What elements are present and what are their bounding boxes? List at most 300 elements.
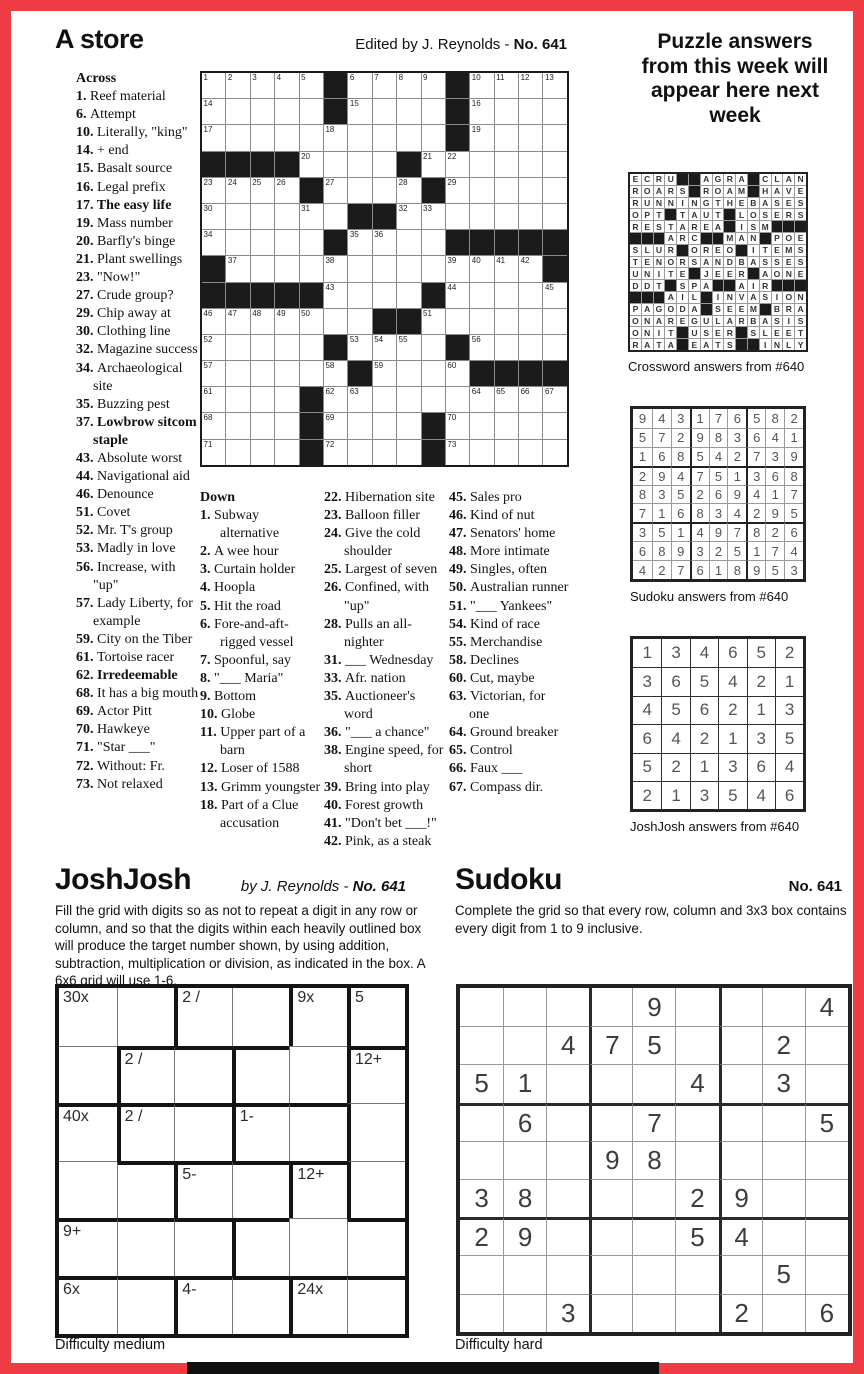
sudoku-cell[interactable] bbox=[546, 1141, 589, 1179]
crossword-cell[interactable] bbox=[300, 152, 323, 177]
crossword-cell[interactable] bbox=[397, 204, 420, 229]
crossword-cell[interactable] bbox=[543, 178, 566, 203]
crossword-cell[interactable] bbox=[373, 256, 396, 281]
crossword-cell[interactable] bbox=[202, 361, 225, 386]
sudoku-cell[interactable] bbox=[675, 988, 718, 1026]
sudoku-cell[interactable] bbox=[632, 1179, 675, 1217]
sudoku-cell[interactable] bbox=[460, 1141, 503, 1179]
down-clue-list-col1 bbox=[200, 489, 321, 833]
crossword-cell[interactable] bbox=[251, 309, 274, 334]
crossword-cell[interactable] bbox=[202, 387, 225, 412]
joshjosh-cell[interactable] bbox=[174, 1103, 232, 1161]
crossword-cell[interactable] bbox=[373, 125, 396, 150]
crossword-cell[interactable] bbox=[348, 440, 371, 465]
crossword-cell[interactable] bbox=[446, 309, 469, 334]
crossword-cell[interactable] bbox=[226, 256, 249, 281]
sudoku-given-cell: 5 bbox=[805, 1103, 848, 1141]
crossword-cell[interactable] bbox=[397, 73, 420, 98]
crossword-cell[interactable] bbox=[226, 361, 249, 386]
sudoku-cell[interactable] bbox=[503, 988, 546, 1026]
crossword-cell[interactable] bbox=[470, 413, 493, 438]
crossword-cell[interactable] bbox=[324, 256, 347, 281]
crossword-cell[interactable] bbox=[275, 361, 298, 386]
answer-letter-cell: A bbox=[713, 221, 724, 232]
crossword-cell[interactable] bbox=[446, 413, 469, 438]
crossword-cell[interactable] bbox=[543, 283, 566, 308]
crossword-cell[interactable] bbox=[300, 125, 323, 150]
crossword-cell[interactable] bbox=[422, 99, 445, 124]
crossword-cell[interactable] bbox=[348, 230, 371, 255]
crossword-cell[interactable] bbox=[251, 125, 274, 150]
crossword-cell[interactable] bbox=[470, 178, 493, 203]
crossword-cell[interactable] bbox=[519, 309, 542, 334]
sudoku-cell[interactable] bbox=[589, 1064, 632, 1102]
sudoku-cell[interactable] bbox=[719, 988, 762, 1026]
crossword-cell[interactable] bbox=[470, 309, 493, 334]
joshjosh-cell[interactable] bbox=[117, 1218, 175, 1276]
joshjosh-cell[interactable] bbox=[347, 1046, 405, 1104]
crossword-cell[interactable] bbox=[202, 309, 225, 334]
joshjosh-cell[interactable] bbox=[174, 1218, 232, 1276]
crossword-cell[interactable] bbox=[519, 125, 542, 150]
crossword-cell[interactable] bbox=[519, 387, 542, 412]
crossword-cell[interactable] bbox=[275, 73, 298, 98]
crossword-cell[interactable] bbox=[373, 99, 396, 124]
sudoku-cell[interactable] bbox=[719, 1026, 762, 1064]
answer-digit-cell: 8 bbox=[727, 560, 746, 579]
crossword-cell[interactable] bbox=[226, 309, 249, 334]
crossword-cell[interactable] bbox=[397, 361, 420, 386]
crossword-cell[interactable] bbox=[543, 413, 566, 438]
joshjosh-cell[interactable] bbox=[232, 1046, 290, 1104]
answer-letter-cell: O bbox=[748, 209, 759, 220]
crossword-cell[interactable] bbox=[251, 256, 274, 281]
crossword-cell[interactable] bbox=[446, 178, 469, 203]
crossword-cell[interactable] bbox=[519, 283, 542, 308]
sudoku-cell[interactable] bbox=[546, 1255, 589, 1293]
crossword-cell[interactable] bbox=[543, 152, 566, 177]
answer-digit-cell: 3 bbox=[747, 724, 775, 752]
sudoku-cell[interactable] bbox=[805, 1179, 848, 1217]
sudoku-cell[interactable] bbox=[503, 1026, 546, 1064]
sudoku-cell[interactable] bbox=[546, 1217, 589, 1255]
crossword-cell[interactable] bbox=[397, 413, 420, 438]
crossword-cell[interactable] bbox=[251, 361, 274, 386]
crossword-cell[interactable] bbox=[348, 387, 371, 412]
sudoku-cell[interactable] bbox=[675, 1294, 718, 1332]
joshjosh-cell[interactable] bbox=[117, 988, 175, 1046]
cage-target-label: 9x bbox=[297, 989, 315, 1006]
sudoku-cell[interactable] bbox=[632, 1217, 675, 1255]
joshjosh-cell[interactable] bbox=[347, 988, 405, 1046]
crossword-cell[interactable] bbox=[202, 413, 225, 438]
joshjosh-cell[interactable] bbox=[232, 1103, 290, 1161]
crossword-cell[interactable] bbox=[422, 387, 445, 412]
crossword-cell[interactable] bbox=[348, 178, 371, 203]
crossword-cell[interactable] bbox=[300, 73, 323, 98]
crossword-cell[interactable] bbox=[226, 440, 249, 465]
crossword-cell[interactable] bbox=[275, 204, 298, 229]
crossword-cell[interactable] bbox=[251, 99, 274, 124]
joshjosh-cell[interactable] bbox=[347, 1218, 405, 1276]
joshjosh-cell[interactable] bbox=[174, 1046, 232, 1104]
crossword-cell[interactable] bbox=[495, 73, 518, 98]
joshjosh-puzzle-grid[interactable] bbox=[55, 984, 409, 1338]
crossword-cell[interactable] bbox=[543, 387, 566, 412]
sudoku-cell[interactable] bbox=[675, 1141, 718, 1179]
crossword-cell[interactable] bbox=[397, 256, 420, 281]
crossword-cell[interactable] bbox=[397, 178, 420, 203]
crossword-cell[interactable] bbox=[324, 204, 347, 229]
answer-digit-cell: 1 bbox=[727, 466, 746, 485]
answer-black-cell bbox=[736, 245, 747, 256]
crossword-cell[interactable] bbox=[373, 413, 396, 438]
crossword-cell[interactable] bbox=[397, 230, 420, 255]
crossword-cell[interactable] bbox=[373, 440, 396, 465]
crossword-cell[interactable] bbox=[373, 335, 396, 360]
crossword-cell[interactable] bbox=[470, 283, 493, 308]
crossword-cell[interactable] bbox=[422, 361, 445, 386]
sudoku-cell[interactable] bbox=[503, 1294, 546, 1332]
crossword-cell[interactable] bbox=[543, 440, 566, 465]
joshjosh-cell[interactable] bbox=[174, 1276, 232, 1334]
crossword-cell[interactable] bbox=[226, 387, 249, 412]
crossword-cell[interactable] bbox=[324, 125, 347, 150]
crossword-cell[interactable] bbox=[470, 387, 493, 412]
crossword-cell[interactable] bbox=[275, 440, 298, 465]
answer-digit-cell: 2 bbox=[661, 753, 689, 781]
sudoku-cell[interactable] bbox=[675, 1103, 718, 1141]
crossword-cell[interactable] bbox=[495, 152, 518, 177]
sudoku-cell[interactable] bbox=[546, 1103, 589, 1141]
crossword-cell[interactable] bbox=[300, 204, 323, 229]
crossword-cell[interactable] bbox=[470, 335, 493, 360]
joshjosh-cell[interactable] bbox=[59, 1276, 117, 1334]
crossword-cell[interactable] bbox=[275, 387, 298, 412]
crossword-cell[interactable] bbox=[397, 283, 420, 308]
joshjosh-cell[interactable] bbox=[59, 1046, 117, 1104]
sudoku-cell[interactable] bbox=[675, 1026, 718, 1064]
joshjosh-cell[interactable] bbox=[347, 1276, 405, 1334]
crossword-cell[interactable] bbox=[348, 283, 371, 308]
answer-black-cell bbox=[724, 209, 735, 220]
crossword-cell[interactable] bbox=[373, 73, 396, 98]
clue: 16. Legal prefix bbox=[76, 179, 166, 195]
sudoku-cell[interactable] bbox=[762, 1141, 805, 1179]
sudoku-cell[interactable] bbox=[805, 1026, 848, 1064]
crossword-cell[interactable] bbox=[275, 230, 298, 255]
sudoku-cell[interactable] bbox=[719, 1141, 762, 1179]
sudoku-cell[interactable] bbox=[632, 1294, 675, 1332]
crossword-cell[interactable] bbox=[495, 283, 518, 308]
crossword-cell[interactable] bbox=[446, 440, 469, 465]
answer-letter-cell: N bbox=[713, 257, 724, 268]
crossword-cell[interactable] bbox=[495, 309, 518, 334]
crossword-cell[interactable] bbox=[470, 125, 493, 150]
crossword-cell[interactable] bbox=[202, 230, 225, 255]
crossword-cell[interactable] bbox=[470, 256, 493, 281]
crossword-cell[interactable] bbox=[300, 256, 323, 281]
sudoku-cell[interactable] bbox=[460, 1255, 503, 1293]
crossword-cell[interactable] bbox=[543, 335, 566, 360]
crossword-cell[interactable] bbox=[470, 440, 493, 465]
sudoku-cell[interactable] bbox=[762, 1294, 805, 1332]
sudoku-cell[interactable] bbox=[719, 1103, 762, 1141]
sudoku-cell[interactable] bbox=[460, 1026, 503, 1064]
crossword-cell[interactable] bbox=[251, 204, 274, 229]
sudoku-cell[interactable] bbox=[546, 988, 589, 1026]
crossword-cell[interactable] bbox=[226, 99, 249, 124]
crossword-cell[interactable] bbox=[275, 178, 298, 203]
crossword-cell[interactable] bbox=[226, 413, 249, 438]
sudoku-cell[interactable] bbox=[460, 988, 503, 1026]
crossword-cell[interactable] bbox=[422, 125, 445, 150]
crossword-cell[interactable] bbox=[373, 387, 396, 412]
sudoku-cell[interactable] bbox=[805, 1141, 848, 1179]
joshjosh-cell[interactable] bbox=[347, 1161, 405, 1219]
crossword-cell[interactable] bbox=[446, 361, 469, 386]
joshjosh-cell[interactable] bbox=[289, 1103, 347, 1161]
crossword-cell[interactable] bbox=[251, 73, 274, 98]
answer-digit-cell: 1 bbox=[718, 724, 746, 752]
joshjosh-cell[interactable] bbox=[59, 988, 117, 1046]
crossword-cell[interactable] bbox=[251, 440, 274, 465]
crossword-cell[interactable] bbox=[373, 178, 396, 203]
crossword-cell[interactable] bbox=[202, 335, 225, 360]
crossword-cell[interactable] bbox=[324, 440, 347, 465]
sudoku-cell[interactable] bbox=[589, 988, 632, 1026]
crossword-cell[interactable] bbox=[324, 361, 347, 386]
crossword-cell[interactable] bbox=[519, 152, 542, 177]
crossword-cell[interactable] bbox=[202, 440, 225, 465]
crossword-cell[interactable] bbox=[422, 335, 445, 360]
crossword-cell[interactable] bbox=[519, 440, 542, 465]
crossword-cell[interactable] bbox=[202, 99, 225, 124]
sudoku-cell[interactable] bbox=[719, 1255, 762, 1293]
crossword-cell[interactable] bbox=[324, 413, 347, 438]
crossword-cell[interactable] bbox=[226, 178, 249, 203]
joshjosh-cell[interactable] bbox=[289, 1046, 347, 1104]
crossword-cell[interactable] bbox=[202, 73, 225, 98]
crossword-cell[interactable] bbox=[422, 204, 445, 229]
answer-letter-cell: N bbox=[654, 198, 665, 209]
crossword-cell[interactable] bbox=[446, 152, 469, 177]
joshjosh-cell[interactable] bbox=[117, 1046, 175, 1104]
crossword-cell[interactable] bbox=[373, 283, 396, 308]
crossword-cell[interactable] bbox=[519, 73, 542, 98]
crossword-cell[interactable] bbox=[275, 335, 298, 360]
crossword-cell[interactable] bbox=[275, 99, 298, 124]
crossword-cell[interactable] bbox=[422, 152, 445, 177]
crossword-cell[interactable] bbox=[495, 335, 518, 360]
sudoku-cell[interactable] bbox=[589, 1294, 632, 1332]
joshjosh-cell[interactable] bbox=[232, 1218, 290, 1276]
crossword-cell[interactable] bbox=[543, 204, 566, 229]
crossword-cell[interactable] bbox=[373, 361, 396, 386]
crossword-cell[interactable] bbox=[495, 387, 518, 412]
crossword-cell[interactable] bbox=[397, 125, 420, 150]
crossword-cell[interactable] bbox=[324, 283, 347, 308]
crossword-black-cell bbox=[300, 178, 323, 203]
crossword-cell[interactable] bbox=[543, 125, 566, 150]
crossword-cell[interactable] bbox=[495, 125, 518, 150]
crossword-cell[interactable] bbox=[300, 99, 323, 124]
crossword-cell[interactable] bbox=[446, 204, 469, 229]
joshjosh-cell[interactable] bbox=[289, 1276, 347, 1334]
crossword-cell[interactable] bbox=[226, 335, 249, 360]
crossword-cell[interactable] bbox=[348, 335, 371, 360]
crossword-cell[interactable] bbox=[495, 440, 518, 465]
crossword-cell[interactable] bbox=[470, 99, 493, 124]
crossword-cell[interactable] bbox=[226, 73, 249, 98]
crossword-cell[interactable] bbox=[397, 335, 420, 360]
answer-letter-cell: R bbox=[783, 209, 794, 220]
crossword-cell[interactable] bbox=[470, 73, 493, 98]
sudoku-cell[interactable] bbox=[762, 1179, 805, 1217]
crossword-cell[interactable] bbox=[324, 178, 347, 203]
joshjosh-cell[interactable] bbox=[289, 1218, 347, 1276]
sudoku-cell[interactable] bbox=[589, 1179, 632, 1217]
answer-digit-cell: 8 bbox=[709, 428, 728, 447]
crossword-cell[interactable] bbox=[519, 413, 542, 438]
crossword-cell[interactable] bbox=[495, 413, 518, 438]
crossword-cell[interactable] bbox=[275, 125, 298, 150]
crossword-cell[interactable] bbox=[202, 178, 225, 203]
joshjosh-cell[interactable] bbox=[232, 1161, 290, 1219]
crossword-cell[interactable] bbox=[348, 73, 371, 98]
crossword-cell[interactable] bbox=[446, 283, 469, 308]
crossword-cell[interactable] bbox=[519, 204, 542, 229]
crossword-cell[interactable] bbox=[300, 309, 323, 334]
crossword-cell[interactable] bbox=[495, 178, 518, 203]
sudoku-cell[interactable] bbox=[805, 1217, 848, 1255]
sudoku-cell[interactable] bbox=[503, 1141, 546, 1179]
joshjosh-cell[interactable] bbox=[174, 1161, 232, 1219]
crossword-cell[interactable] bbox=[348, 152, 371, 177]
crossword-cell[interactable] bbox=[422, 256, 445, 281]
crossword-cell[interactable] bbox=[348, 125, 371, 150]
joshjosh-cell[interactable] bbox=[289, 1161, 347, 1219]
crossword-cell[interactable] bbox=[543, 73, 566, 98]
joshjosh-cell[interactable] bbox=[59, 1161, 117, 1219]
answer-black-cell bbox=[677, 174, 688, 185]
sudoku-cell[interactable] bbox=[546, 1064, 589, 1102]
across-clue-list bbox=[76, 70, 200, 794]
sudoku-cell[interactable] bbox=[589, 1255, 632, 1293]
sudoku-cell[interactable] bbox=[805, 1255, 848, 1293]
crossword-cell[interactable] bbox=[251, 413, 274, 438]
crossword-cell[interactable] bbox=[495, 99, 518, 124]
crossword-cell[interactable] bbox=[470, 204, 493, 229]
crossword-cell[interactable] bbox=[422, 230, 445, 255]
crossword-cell[interactable] bbox=[251, 387, 274, 412]
sudoku-cell[interactable] bbox=[460, 1294, 503, 1332]
sudoku-cell[interactable] bbox=[460, 1103, 503, 1141]
sudoku-cell[interactable] bbox=[762, 988, 805, 1026]
crossword-cell[interactable] bbox=[324, 387, 347, 412]
crossword-cell[interactable] bbox=[348, 99, 371, 124]
crossword-cell[interactable] bbox=[543, 309, 566, 334]
joshjosh-cell[interactable] bbox=[117, 1161, 175, 1219]
crossword-grid[interactable] bbox=[200, 71, 569, 467]
cell-number: 41 bbox=[496, 256, 506, 266]
cell-number: 62 bbox=[325, 387, 335, 397]
crossword-cell[interactable] bbox=[324, 152, 347, 177]
crossword-cell[interactable] bbox=[519, 178, 542, 203]
crossword-cell[interactable] bbox=[495, 256, 518, 281]
sudoku-cell[interactable] bbox=[675, 1255, 718, 1293]
crossword-cell[interactable] bbox=[202, 125, 225, 150]
sudoku-cell[interactable] bbox=[546, 1179, 589, 1217]
joshjosh-cell[interactable] bbox=[232, 988, 290, 1046]
crossword-cell[interactable] bbox=[226, 204, 249, 229]
joshjosh-cell[interactable] bbox=[347, 1103, 405, 1161]
crossword-cell[interactable] bbox=[275, 413, 298, 438]
crossword-cell[interactable] bbox=[226, 125, 249, 150]
sudoku-cell[interactable] bbox=[589, 1103, 632, 1141]
clue: 56. Increase, with "up" bbox=[76, 559, 176, 593]
joshjosh-cell[interactable] bbox=[117, 1276, 175, 1334]
crossword-cell[interactable] bbox=[397, 99, 420, 124]
crossword-cell[interactable] bbox=[251, 335, 274, 360]
sudoku-cell[interactable] bbox=[632, 1064, 675, 1102]
sudoku-cell[interactable] bbox=[719, 1064, 762, 1102]
crossword-cell[interactable] bbox=[519, 335, 542, 360]
crossword-cell[interactable] bbox=[397, 440, 420, 465]
crossword-cell[interactable] bbox=[495, 204, 518, 229]
crossword-cell[interactable] bbox=[397, 387, 420, 412]
crossword-cell[interactable] bbox=[348, 309, 371, 334]
crossword-cell[interactable] bbox=[300, 361, 323, 386]
crossword-cell[interactable] bbox=[348, 256, 371, 281]
joshjosh-cell[interactable] bbox=[117, 1103, 175, 1161]
crossword-cell[interactable] bbox=[373, 152, 396, 177]
sudoku-cell[interactable] bbox=[805, 1064, 848, 1102]
sudoku-cell[interactable] bbox=[632, 1255, 675, 1293]
joshjosh-cell[interactable] bbox=[59, 1103, 117, 1161]
crossword-cell[interactable] bbox=[422, 73, 445, 98]
sudoku-cell[interactable] bbox=[762, 1103, 805, 1141]
sudoku-cell[interactable] bbox=[762, 1217, 805, 1255]
crossword-cell[interactable] bbox=[226, 230, 249, 255]
joshjosh-cell[interactable] bbox=[289, 988, 347, 1046]
crossword-cell[interactable] bbox=[519, 256, 542, 281]
crossword-cell[interactable] bbox=[251, 178, 274, 203]
joshjosh-cell[interactable] bbox=[59, 1218, 117, 1276]
sudoku-puzzle-grid[interactable] bbox=[456, 984, 852, 1336]
crossword-cell[interactable] bbox=[422, 309, 445, 334]
sudoku-cell[interactable] bbox=[589, 1217, 632, 1255]
crossword-cell[interactable] bbox=[470, 152, 493, 177]
joshjosh-cell[interactable] bbox=[232, 1276, 290, 1334]
crossword-cell[interactable] bbox=[251, 230, 274, 255]
crossword-cell[interactable] bbox=[275, 256, 298, 281]
crossword-cell[interactable] bbox=[300, 335, 323, 360]
crossword-cell[interactable] bbox=[543, 99, 566, 124]
crossword-cell[interactable] bbox=[373, 230, 396, 255]
joshjosh-cell[interactable] bbox=[174, 988, 232, 1046]
crossword-cell[interactable] bbox=[348, 413, 371, 438]
sudoku-cell[interactable] bbox=[503, 1255, 546, 1293]
sudoku-given-cell: 7 bbox=[632, 1103, 675, 1141]
crossword-cell[interactable] bbox=[202, 204, 225, 229]
crossword-cell[interactable] bbox=[275, 309, 298, 334]
crossword-cell[interactable] bbox=[446, 256, 469, 281]
crossword-cell[interactable] bbox=[446, 387, 469, 412]
crossword-cell[interactable] bbox=[300, 230, 323, 255]
crossword-cell[interactable] bbox=[519, 99, 542, 124]
crossword-cell[interactable] bbox=[324, 309, 347, 334]
